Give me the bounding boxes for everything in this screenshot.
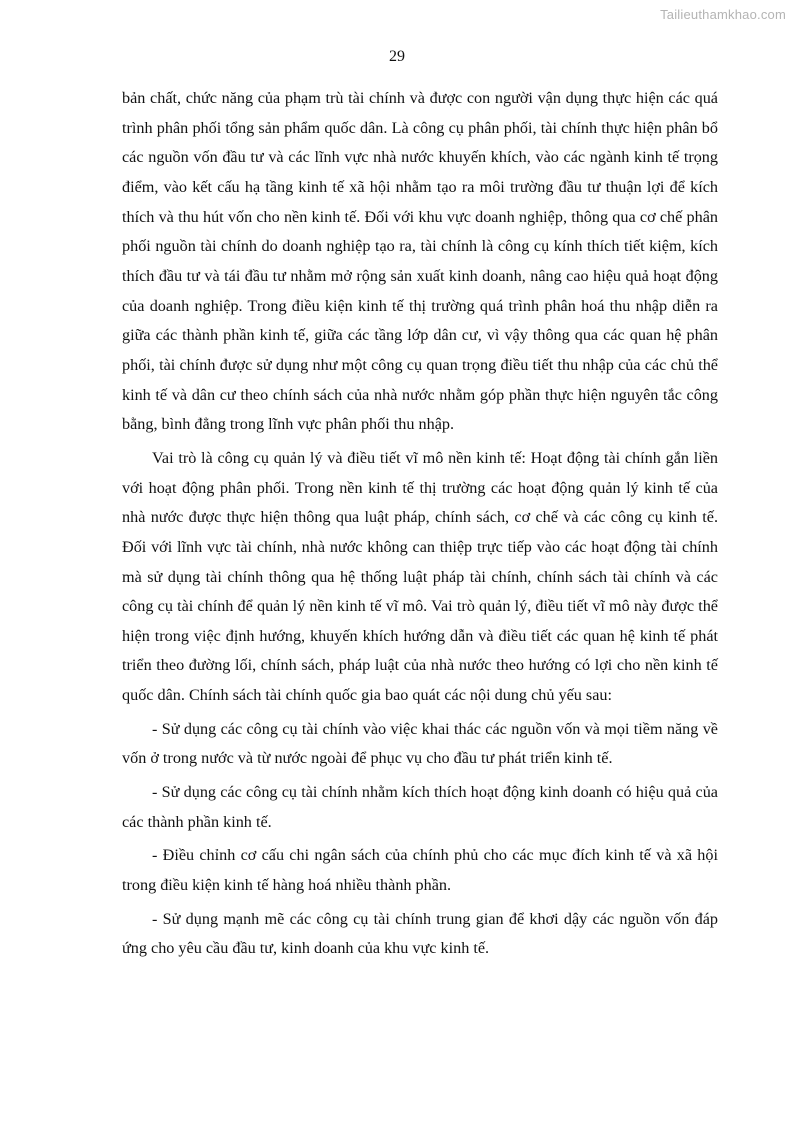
list-item: - Điều chỉnh cơ cấu chi ngân sách của chính phủ cho các mục đích kinh tế và xã hội trong điều kiện kinh tế hàng hoá nhiều thành phần. xyxy=(122,846,718,895)
page-number: 29 xyxy=(389,48,405,65)
document-body xyxy=(122,84,718,964)
list-item: - Sử dụng các công cụ tài chính nhằm kích thích hoạt động kinh doanh có hiệu quả của các thành phần kinh tế. xyxy=(122,783,718,831)
watermark: Tailieuthamkhao.com xyxy=(660,7,786,22)
list-item: - Sử dụng các công cụ tài chính vào việc khai thác các nguồn vốn và mọi tiềm năng về vốn ở trong nước và từ nước ngoài để phục vụ cho đầu tư phát triển kinh tế. xyxy=(122,719,718,768)
paragraph-role-macro-management: Vai trò là công cụ quản lý và điều tiết vĩ mô nền kinh tế: Hoạt động tài chính gắn liền với hoạt động phân phối. Trong nền kinh tế thị trường các hoạt động quản lý kinh tế của nhà nước được thực hiện thông qua luật pháp, chính sách, cơ chế và các công cụ kinh tế. Đối với lĩnh vực tài chính, nhà nước không can thiệp trực tiếp vào các hoạt động tài chính mà sử dụng tài chính thông qua hệ thống luật pháp tài chính, chính sách tài chính và các công cụ tài chính để quản lý nền kinh tế vĩ mô. Vai trò quản lý, điều tiết vĩ mô này được thể hiện trong việc định hướng, khuyến khích hướng dẫn và điều tiết các quan hệ kinh tế phát triển theo đường lối, chính sách, pháp luật của nhà nước theo hướng có lợi cho nền kinh tế quốc dân. Chính sách tài chính quốc gia bao quát các nội dung chủ yếu sau: xyxy=(122,448,718,705)
paragraph-continued: bản chất, chức năng của phạm trù tài chính và được con người vận dụng thực hiện các quá trình phân phối tổng sản phẩm quốc dân. Là công cụ phân phối, tài chính thực hiện phân bổ các nguồn vốn đầu tư và các lĩnh vực nhà nước khuyến khích, vào các ngành kinh tế trọng điểm, vào kết cấu hạ tầng kinh tế xã hội nhằm tạo ra môi trường đầu tư thuận lợi để kích thích và thu hút vốn cho nền kinh tế. Đối với khu vực doanh nghiệp, thông qua cơ chế phân phối nguồn tài chính do doanh nghiệp tạo ra, tài chính là công cụ kính thích tiết kiệm, kích thích đầu tư và tái đầu tư nhằm mở rộng sản xuất kinh doanh, nâng cao hiệu quả hoạt động của doanh nghiệp. Trong điều kiện kinh tế thị trường quá trình phân hoá thu nhập diễn ra giữa các thành phần kinh tế, giữa các tầng lớp dân cư, vì vậy thông qua các quan hệ phân phối, tài chính được sử dụng như một công cụ quan trọng điều tiết thu nhập của các chủ thể kinh tế và dân cư theo chính sách của nhà nước nhằm góp phần thực hiện nguyên tắc công bằng, bình đẳng trong lĩnh vực phân phối thu nhập. xyxy=(122,89,718,434)
list-item: - Sử dụng mạnh mẽ các công cụ tài chính trung gian để khơi dậy các nguồn vốn đáp ứng cho yêu cầu đầu tư, kinh doanh của khu vực kinh tế. xyxy=(122,909,718,958)
